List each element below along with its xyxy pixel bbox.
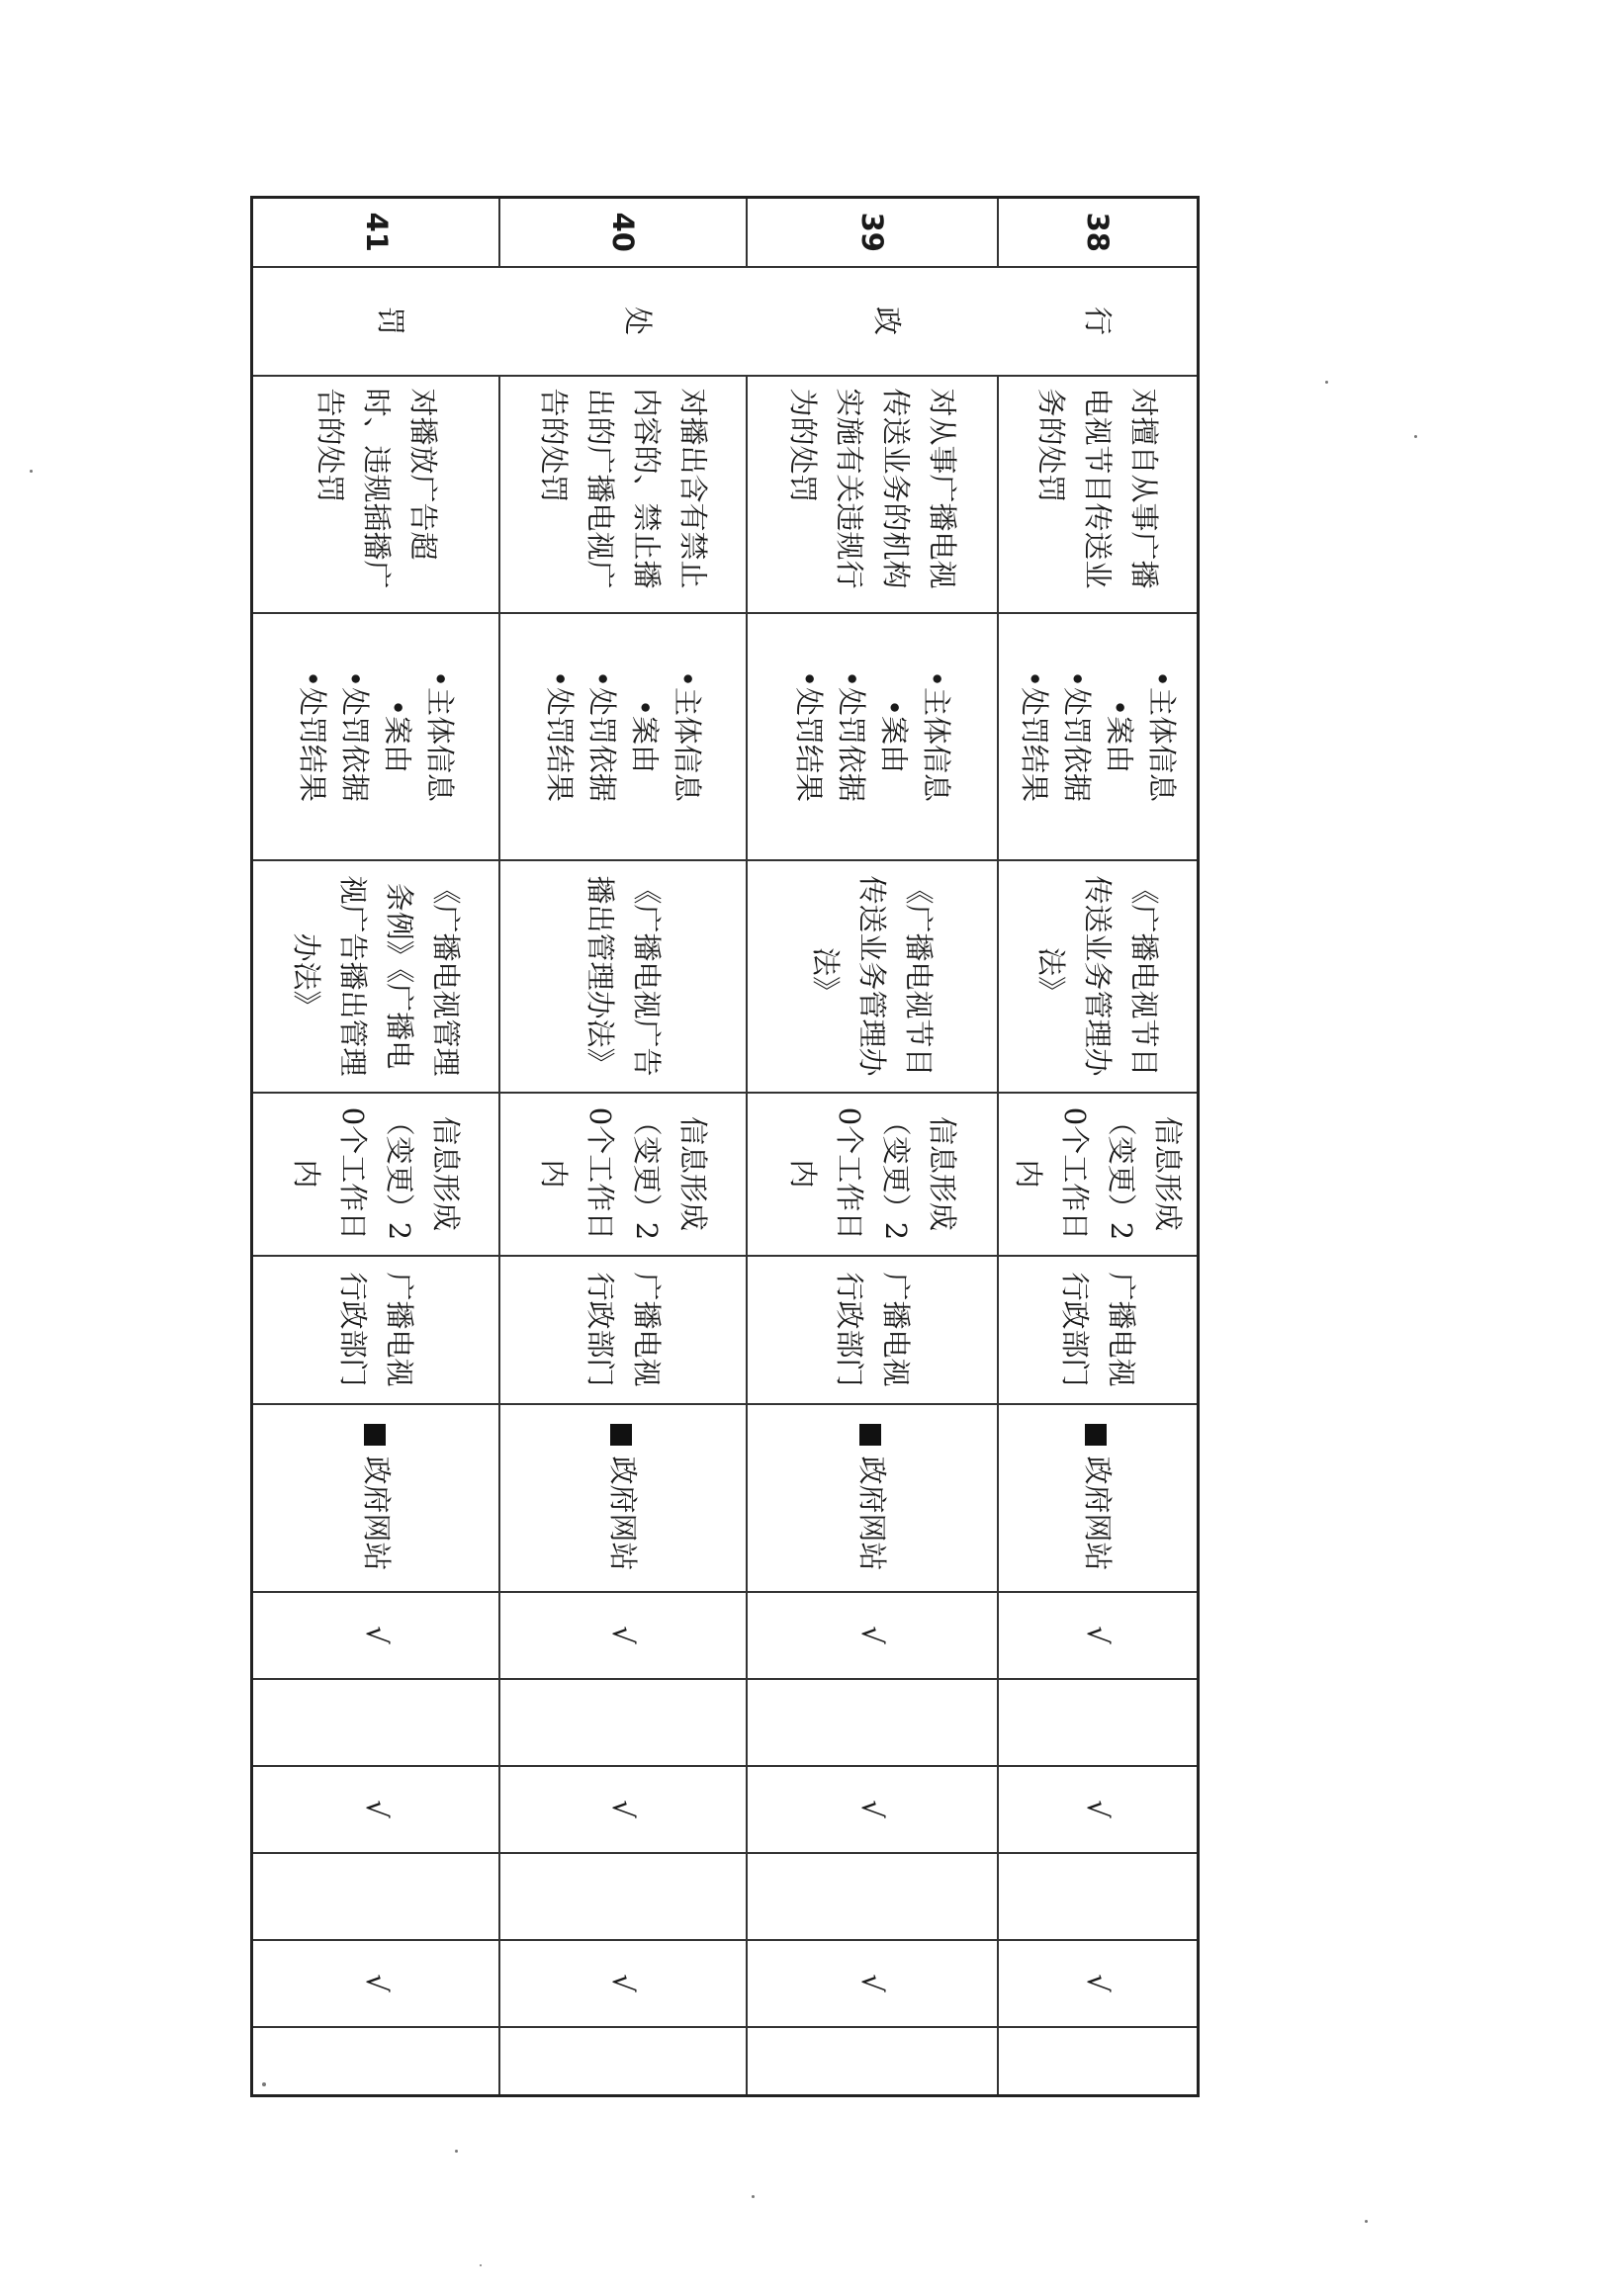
disclosure-subject: 广播电视行政部门 [499,1256,747,1404]
check-mark: √ [499,1766,747,1853]
checked-box-icon [611,1424,633,1446]
content-entry: •案由 [877,698,911,774]
check-mark [499,1853,747,1940]
category-char: 政 [870,306,905,335]
disclosure-content [747,613,998,860]
check-mark [747,2027,998,2096]
content-entry: •处罚依据 [585,669,619,803]
check-mark [252,1679,499,1766]
content-entry: •案由 [1103,698,1136,774]
disclosure-channel [252,1404,499,1592]
content-entry: •处罚依据 [1060,669,1094,803]
scan-speck [752,2195,755,2198]
table-row [499,198,747,2096]
check-mark: √ [747,1766,998,1853]
disclosure-time: 信息形成（变更）20个工作日内 [252,1093,499,1256]
scan-speck [262,2082,266,2086]
check-mark [998,1853,1199,1940]
scan-speck [1414,435,1417,438]
scan-speck [30,470,33,473]
check-mark: √ [499,1592,747,1679]
item-name: 对播放广告超时、违规插播广告的处罚 [252,376,499,613]
rotated-table-wrapper [275,196,1200,2094]
check-mark: √ [252,1940,499,2027]
disclosure-time: 信息形成（变更）20个工作日内 [499,1093,747,1256]
category-char: 处 [621,306,656,335]
row-number: 39 [747,198,998,267]
disclosure-channel [998,1404,1199,1592]
check-mark: √ [252,1766,499,1853]
row-number: 40 [499,198,747,267]
check-mark [747,1679,998,1766]
check-mark [499,2027,747,2096]
scan-speck [1365,2220,1368,2223]
item-name: 对从事广播电视传送业务的机构实施有关违规行为的处罚 [747,376,998,613]
item-name: 对播出含有禁止内容的、禁止播出的广播电视广告的处罚 [499,376,747,613]
disclosure-subject: 广播电视行政部门 [252,1256,499,1404]
disclosure-basis: 《广播电视管理条例》《广播电视广告播出管理办法》 [252,860,499,1093]
check-mark [252,1853,499,1940]
scan-speck [480,2264,482,2266]
content-entry: •处罚依据 [835,669,868,803]
category-char: 行 [1081,306,1116,335]
channel-label: 政府网站 [359,1456,394,1571]
disclosure-content [252,613,499,860]
check-mark: √ [252,1592,499,1679]
channel-label: 政府网站 [1081,1456,1116,1571]
disclosure-channel [747,1404,998,1592]
item-name: 对擅自从事广播电视节目传送业务的处罚 [998,376,1199,613]
check-mark [998,2027,1199,2096]
disclosure-content [499,613,747,860]
table-row [747,198,998,2096]
channel-label: 政府网站 [606,1456,641,1571]
disclosure-channel [499,1404,747,1592]
disclosure-basis: 《广播电视节目传送业务管理办法》 [998,860,1199,1093]
content-entry: •处罚结果 [792,669,826,803]
content-entry: •主体信息 [1145,669,1179,803]
disclosure-basis: 《广播电视广告播出管理办法》 [499,860,747,1093]
channel-label: 政府网站 [855,1456,890,1571]
row-number: 41 [252,198,499,267]
content-entry: •处罚结果 [296,669,330,803]
check-mark: √ [998,1592,1199,1679]
check-mark [998,1679,1199,1766]
content-entry: •主体信息 [671,669,704,803]
check-mark [747,1853,998,1940]
checked-box-icon [860,1424,882,1446]
check-mark: √ [747,1592,998,1679]
category-cell [252,267,1199,376]
disclosure-subject: 广播电视行政部门 [747,1256,998,1404]
content-entry: •处罚依据 [338,669,373,803]
disclosure-content [998,613,1199,860]
checked-box-icon [364,1424,386,1446]
disclosure-basis: 《广播电视节目传送业务管理办法》 [747,860,998,1093]
category-char: 罚 [374,306,408,335]
content-entry: •案由 [628,698,662,774]
table-row [998,198,1199,2096]
disclosure-time: 信息形成（变更）20个工作日内 [998,1093,1199,1256]
content-entry: •案由 [381,698,415,774]
check-mark [499,1679,747,1766]
check-mark [252,2027,499,2096]
check-mark: √ [499,1940,747,2027]
content-entry: •处罚结果 [543,669,577,803]
scan-speck [1325,381,1328,384]
disclosure-table [251,196,1201,2097]
check-mark: √ [998,1940,1199,2027]
scan-speck [455,2150,458,2153]
checked-box-icon [1086,1424,1108,1446]
check-mark: √ [747,1940,998,2027]
row-number: 38 [998,198,1199,267]
content-entry: •处罚结果 [1018,669,1051,803]
disclosure-subject: 广播电视行政部门 [998,1256,1199,1404]
content-entry: •主体信息 [920,669,953,803]
content-entry: •主体信息 [423,669,458,803]
disclosure-time: 信息形成（变更）20个工作日内 [747,1093,998,1256]
table-row [252,198,499,2096]
check-mark: √ [998,1766,1199,1853]
